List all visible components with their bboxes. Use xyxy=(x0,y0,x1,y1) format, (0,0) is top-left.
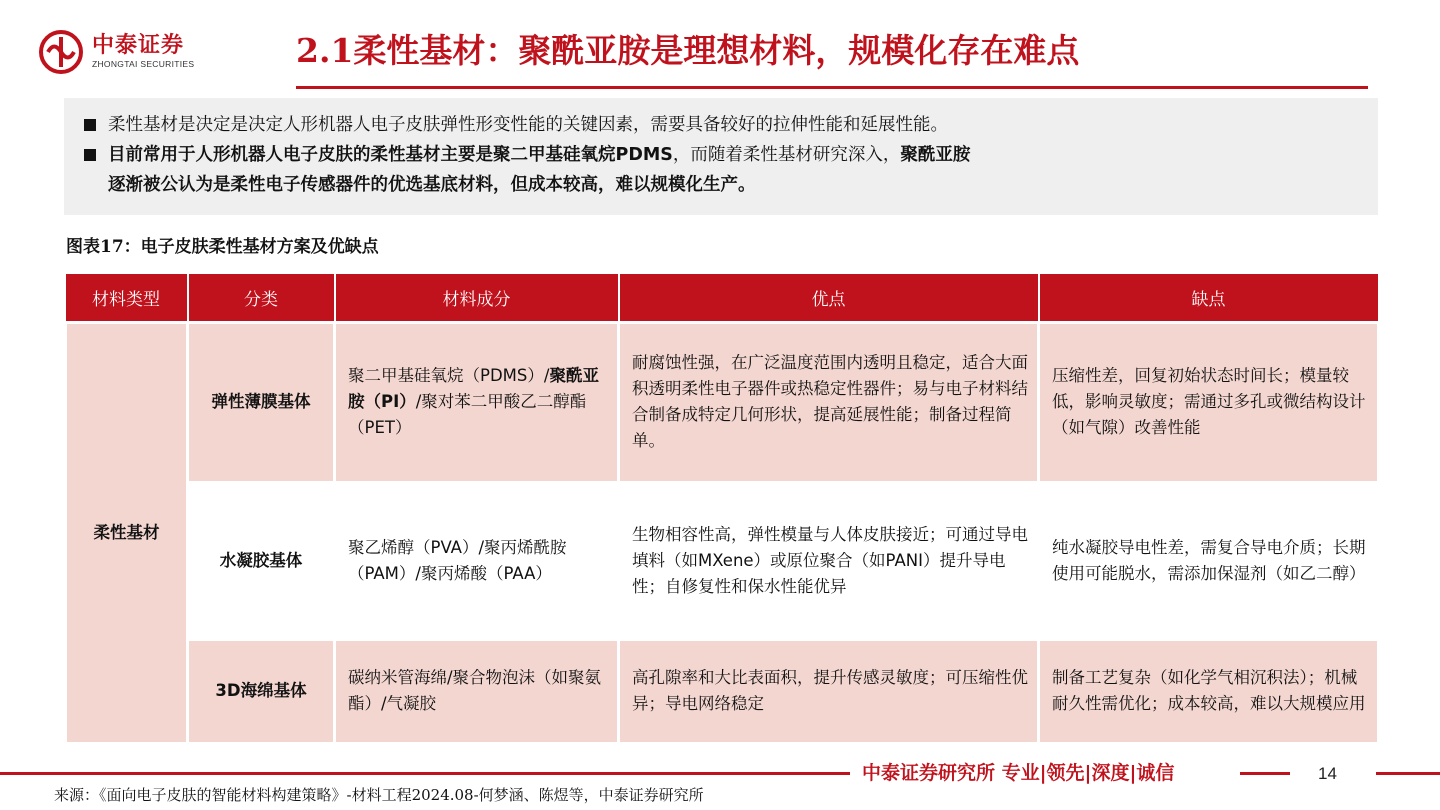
table-row xyxy=(66,482,1379,639)
cons-cell: 纯水凝胶导电性差，需复合导电介质；长期使用可能脱水，需添加保湿剂（如乙二醇） xyxy=(1039,482,1379,639)
composition-bold-text: 聚酰亚胺（PI） xyxy=(348,366,599,411)
header-material-type: 材料类型 xyxy=(66,274,188,322)
composition-text: /聚对苯二甲酸乙二醇酯（PET） xyxy=(348,392,587,437)
category-cell: 3D海绵基体 xyxy=(188,639,335,743)
table-row xyxy=(66,639,1379,743)
composition-cell: 碳纳米管海绵/聚合物泡沫（如聚氨酯）/气凝胶 xyxy=(335,639,619,743)
cons-cell: 压缩性差，回复初始状态时间长；模量较低，影响灵敏度；需通过多孔或微结构设计（如气隙）改善性能 xyxy=(1039,322,1379,482)
title-divider xyxy=(296,86,1368,89)
pros-cell: 耐腐蚀性强，在广泛温度范围内透明且稳定，适合大面积透明柔性电子器件或热稳定性器件；易与电子材料结合制备成特定几何形状，提高延展性能；制备过程简单。 xyxy=(619,322,1039,482)
category-cell: 水凝胶基体 xyxy=(188,482,335,639)
square-bullet-icon xyxy=(84,149,96,161)
footer-slogan: 中泰证券研究所 专业|领先|深度|诚信 xyxy=(862,762,1175,784)
table-row xyxy=(66,322,1379,482)
summary-bullet-2 xyxy=(82,140,1362,200)
header-cons: 缺点 xyxy=(1039,274,1379,322)
header-composition: 材料成分 xyxy=(335,274,619,322)
materials-table xyxy=(64,274,1380,745)
summary-bullet-2-line2: 逐渐被公认为是柔性电子传感器件的优选基底材料，但成本较高，难以规模化生产。 xyxy=(108,175,756,195)
page-title: 2.1柔性基材：聚酰亚胺是理想材料，规模化存在难点 xyxy=(296,31,1080,70)
pros-cell: 高孔隙率和大比表面积，提升传感灵敏度；可压缩性优异；导电网络稳定 xyxy=(619,639,1039,743)
summary-bullet-2-bold-a: 目前常用于人形机器人电子皮肤的柔性基材主要是聚二甲基硅氧烷PDMS xyxy=(108,145,673,165)
zhongtai-logo-icon xyxy=(38,29,84,75)
cons-cell: 制备工艺复杂（如化学气相沉积法）；机械耐久性需优化；成本较高，难以大规模应用 xyxy=(1039,639,1379,743)
logo-name-cn: 中泰证券 xyxy=(92,33,185,58)
footer-divider-right xyxy=(1376,772,1440,775)
composition-cell: 聚乙烯醇（PVA）/聚丙烯酰胺（PAM）/聚丙烯酸（PAA） xyxy=(335,482,619,639)
page-number: 14 xyxy=(1318,764,1337,783)
composition-text: 聚二甲基硅氧烷（PDMS）/ xyxy=(348,366,550,385)
composition-cell xyxy=(335,322,619,482)
figure-caption: 图表17：电子皮肤柔性基材方案及优缺点 xyxy=(66,237,379,257)
source-note: 来源：《面向电子皮肤的智能材料构建策略》-材料工程2024.08-何梦涵、陈煜等，中泰证券研究所 xyxy=(54,786,704,804)
square-bullet-icon xyxy=(84,119,96,131)
summary-bullet-2-bold-b: 聚酰亚胺 xyxy=(900,145,971,165)
header-pros: 优点 xyxy=(619,274,1039,322)
logo-name-en: ZHONGTAI SECURITIES xyxy=(92,59,195,69)
header-category: 分类 xyxy=(188,274,335,322)
company-logo xyxy=(38,28,238,76)
table-header-row xyxy=(66,274,1379,322)
material-type-cell: 柔性基材 xyxy=(66,322,188,743)
summary-bullet-2-plain: ，而随着柔性基材研究深入， xyxy=(672,145,901,165)
category-cell: 弹性薄膜基体 xyxy=(188,322,335,482)
footer-divider-mid xyxy=(1240,772,1290,775)
summary-box xyxy=(64,98,1378,215)
summary-bullet-1 xyxy=(82,110,1362,140)
summary-bullet-1-text: 柔性基材是决定是决定人形机器人电子皮肤弹性形变性能的关键因素，需要具备较好的拉伸性能和延展性能。 xyxy=(108,115,948,135)
footer-divider-left xyxy=(0,772,850,775)
pros-cell: 生物相容性高，弹性模量与人体皮肤接近；可通过导电填料（如MXene）或原位聚合（如PANI）提升导电性；自修复性和保水性能优异 xyxy=(619,482,1039,639)
